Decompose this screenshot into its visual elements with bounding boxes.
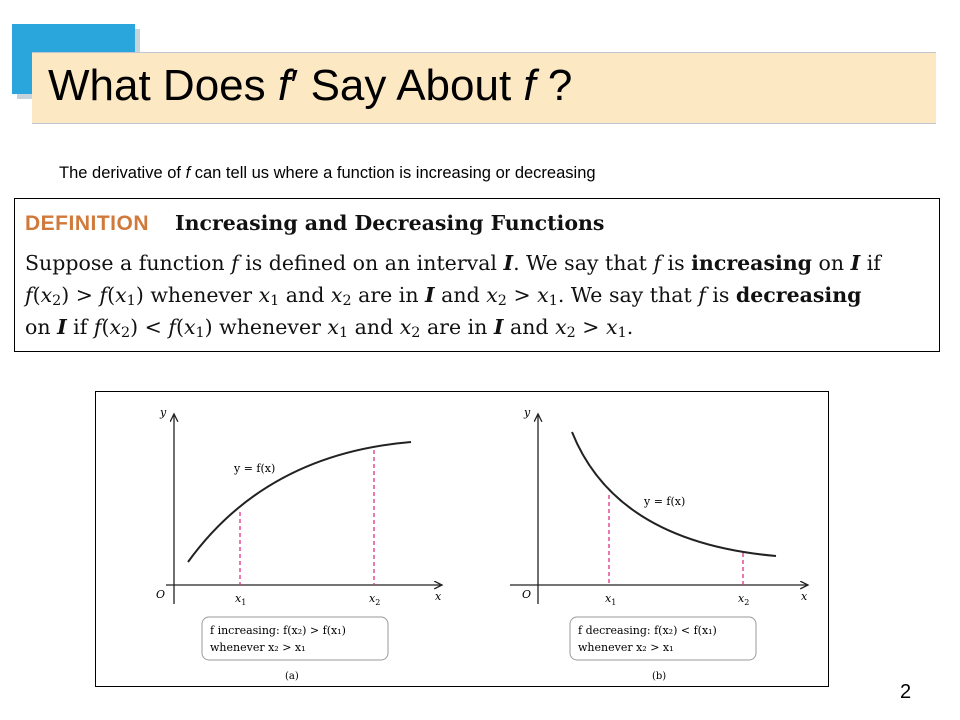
panel-a-y-label: y — [160, 406, 167, 419]
slide-subtitle: The derivative of f can tell us where a function is increasing or decreasing — [59, 164, 596, 182]
panel-a — [156, 406, 442, 682]
definition-header — [25, 211, 604, 236]
panel-b-origin-label: O — [522, 588, 532, 601]
panel-a-curve-label: y = f(x) — [234, 462, 276, 475]
panel-a-caption-line-2: whenever x₂ > x₁ — [210, 641, 306, 654]
panel-b-decreasing-curve — [572, 432, 776, 556]
panel-a-increasing-curve — [188, 442, 411, 562]
panel-a-caption-line-1: f increasing: f(x₂) > f(x₁) — [210, 624, 346, 637]
panel-b-caption-line-2: whenever x₂ > x₁ — [578, 641, 674, 654]
definition-line-1: Suppose a function f is defined on an interval I. We say that f is increasing on I if — [25, 251, 881, 275]
slide-title: What Does f′ Say About f ? — [48, 61, 573, 110]
page-number: 2 — [900, 681, 912, 703]
definition-line-2: $f(x_2) > f(x_1)$ whenever $x_1$ and $x_2$ are in I and $x_2 > x_1$. We say that f is decreasing — [25, 283, 862, 309]
definition-box — [14, 198, 940, 352]
panel-b-caption-line-1: f decreasing: f(x₂) < f(x₁) — [578, 624, 717, 637]
panel-b — [510, 406, 808, 682]
panel-b-x1-label: $x_1$ — [605, 592, 617, 607]
panel-a-x2-label: $x_2$ — [369, 592, 381, 607]
definition-title: Increasing and Decreasing Functions — [175, 211, 605, 235]
panel-a-x1-label: $x_1$ — [235, 592, 247, 607]
panel-a-origin-label: O — [156, 588, 166, 601]
panel-b-label: (b) — [652, 671, 667, 682]
figure-graphs — [96, 392, 830, 688]
panel-b-x-label: x — [801, 590, 808, 603]
panel-b-curve-label: y = f(x) — [644, 495, 686, 508]
definition-tag: DEFINITION — [25, 212, 149, 235]
definition-line-3: on I if $f(x_2) < f(x_1)$ whenever $x_1$ and $x_2$ are in I and $x_2 > x_1$. — [25, 315, 634, 341]
panel-b-x2-label: $x_2$ — [738, 592, 750, 607]
panel-a-x-label: x — [435, 590, 442, 603]
panel-a-label: (a) — [285, 671, 299, 682]
panel-b-y-label: y — [524, 406, 531, 419]
figure-box — [95, 391, 829, 687]
